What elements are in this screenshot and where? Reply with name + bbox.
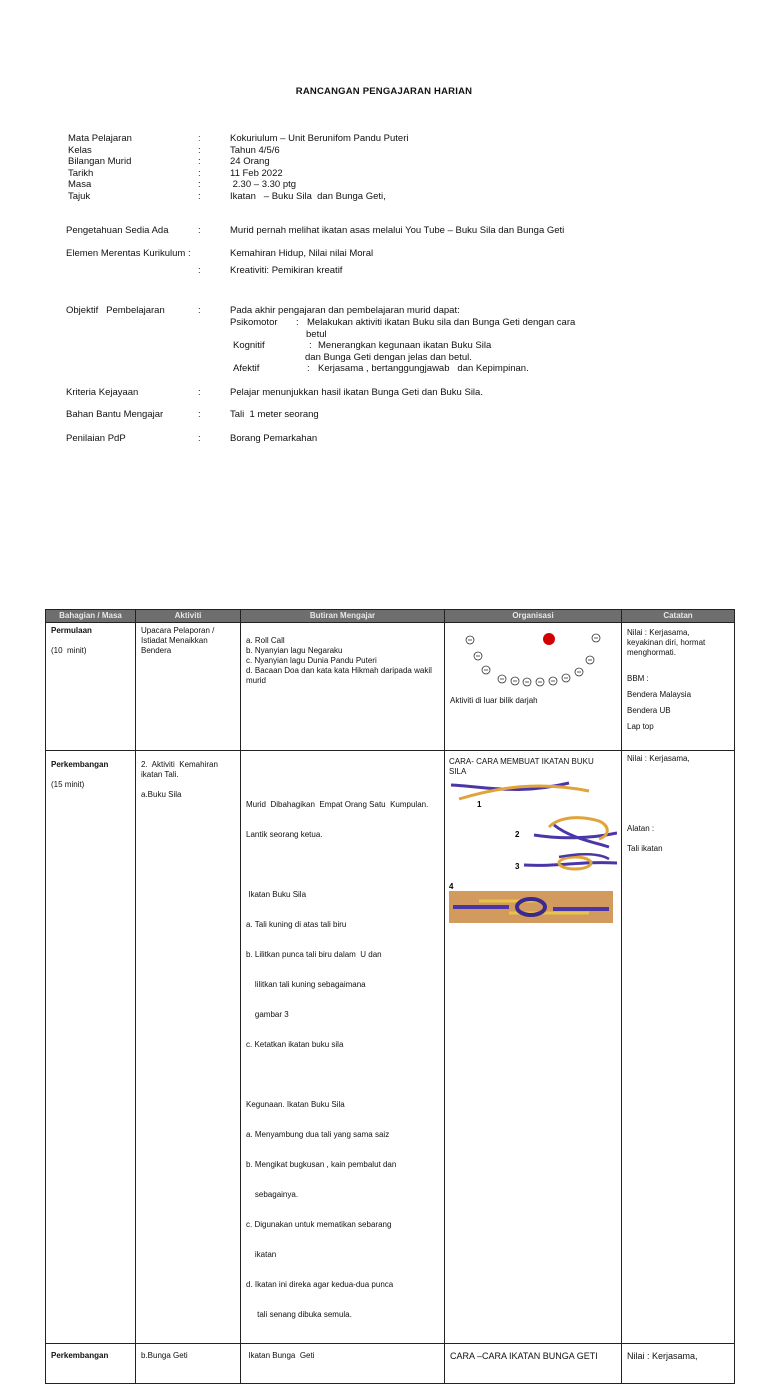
info-colon: :	[198, 179, 201, 190]
objektif-domain: Kognitif	[233, 340, 265, 351]
bahan-value: Tali 1 meter seorang	[230, 409, 319, 420]
butiran-line: tali senang dibuka semula.	[246, 1310, 352, 1319]
aktiviti-line: ikatan Tali.	[141, 770, 179, 779]
aktiviti-line: Istiadat Menaikkan	[141, 636, 208, 645]
elemen-label: Elemen Merentas Kurikulum :	[66, 248, 191, 259]
bahan-section	[66, 409, 666, 421]
butiran-line: Murid Dibahagikan Empat Orang Satu Kumpulan.	[246, 800, 429, 809]
objektif-intro: Pada akhir pengajaran dan pembelajaran murid dapat:	[230, 305, 460, 316]
pengetahuan-value: Murid pernah melihat ikatan asas melalui You Tube – Buku Sila dan Bunga Geti	[230, 225, 565, 236]
cell-butiran	[241, 1344, 445, 1384]
organisasi-title: CARA –CARA IKATAN BUNGA GETI	[450, 1351, 598, 1361]
objektif-label: Objektif Pembelajaran	[66, 305, 165, 316]
cell-organisasi	[445, 751, 622, 1344]
formation-diagram	[450, 626, 612, 696]
elemen-colon: :	[198, 265, 201, 276]
butiran-subtitle: Kegunaan. Ikatan Buku Sila	[246, 1100, 345, 1109]
cell-aktiviti	[136, 751, 241, 1344]
organisasi-title: CARA- CARA MEMBUAT IKATAN BUKU	[449, 757, 594, 766]
butiran-line: gambar 3	[246, 1010, 289, 1019]
info-label: Mata Pelajaran	[68, 133, 132, 144]
phase-name: Perkembangan	[51, 1351, 109, 1360]
cell-catatan	[622, 1344, 735, 1384]
butiran-line: Ikatan Bunga Geti	[246, 1351, 315, 1360]
info-value: 11 Feb 2022	[230, 167, 283, 179]
student-face-icon	[466, 636, 474, 644]
butiran-line: Lantik seorang ketua.	[246, 830, 323, 839]
pengetahuan-section	[66, 225, 666, 237]
catatan-line: Nilai : Kerjasama,	[627, 754, 690, 763]
cell-bahagian	[46, 1344, 136, 1384]
butiran-line: d. Bacaan Doa dan kata kata Hikmah daripada wakil	[246, 666, 432, 675]
alatan-label: Alatan :	[627, 824, 655, 833]
elemen-value-2: Kreativiti: Pemikiran kreatif	[230, 265, 343, 276]
table-row	[46, 751, 735, 1344]
info-colon: :	[198, 156, 201, 167]
penilaian-section	[66, 433, 666, 445]
student-face-icon	[498, 675, 506, 683]
info-colon: :	[198, 133, 201, 144]
info-block	[68, 133, 568, 205]
header-butiran: Butiran Mengajar	[241, 610, 445, 623]
info-value: Tahun 4/5/6	[230, 144, 280, 156]
butiran-line: b. Lilitkan punca tali biru dalam U dan	[246, 950, 382, 959]
bbm-item: Lap top	[627, 722, 654, 731]
cell-bahagian	[46, 623, 136, 751]
bbm-item: Bendera UB	[627, 706, 671, 715]
elemen-section	[66, 248, 666, 278]
objektif-sep: :	[309, 340, 312, 351]
elemen-value-1: Kemahiran Hidup, Nilai nilai Moral	[230, 248, 374, 259]
butiran-line: a. Roll Call	[246, 636, 285, 645]
info-colon: :	[198, 167, 201, 179]
butiran-line: c. Digunakan untuk mematikan sebarang	[246, 1220, 392, 1229]
phase-time: (10 minit)	[51, 646, 87, 655]
butiran-line: b. Nyanyian lagu Negaraku	[246, 646, 343, 655]
alatan-item: Tali ikatan	[627, 844, 663, 853]
step-label: 3	[515, 862, 520, 871]
objektif-section	[66, 305, 706, 377]
phase-name: Permulaan	[51, 626, 92, 635]
table-row	[46, 1344, 735, 1384]
objektif-text: dan Bunga Geti dengan jelas dan betul.	[305, 352, 472, 363]
phase-time: (15 minit)	[51, 780, 85, 789]
butiran-line: sebagainya.	[246, 1190, 299, 1199]
header-aktiviti: Aktiviti	[136, 610, 241, 623]
student-face-icon	[575, 668, 583, 676]
kriteria-section	[66, 387, 666, 399]
butiran-line: b. Mengikat bugkusan , kain pembalut dan	[246, 1160, 397, 1169]
info-colon: :	[198, 144, 201, 156]
flag-pole-marker-icon	[543, 633, 555, 645]
kriteria-colon: :	[198, 387, 201, 398]
phase-name: Perkembangan	[51, 760, 109, 769]
header-catatan: Catatan	[622, 610, 735, 623]
cell-catatan	[622, 751, 735, 1344]
organisasi-title: SILA	[449, 767, 467, 776]
pengetahuan-colon: :	[198, 225, 201, 236]
student-face-icon	[474, 652, 482, 660]
bbm-item: Bendera Malaysia	[627, 690, 692, 699]
info-colon: :	[198, 190, 201, 202]
objektif-text: Melakukan aktiviti ikatan Buku sila dan Bunga Geti dengan cara	[307, 317, 576, 328]
penilaian-colon: :	[198, 433, 201, 444]
lesson-table	[45, 609, 735, 1384]
objektif-sep: :	[296, 317, 299, 328]
cell-butiran	[241, 623, 445, 751]
cell-butiran	[241, 751, 445, 1344]
bbm-label: BBM :	[627, 674, 649, 683]
catatan-line: Nilai : Kerjasama,	[627, 1351, 698, 1361]
student-face-icon	[482, 666, 490, 674]
info-label: Masa	[68, 179, 92, 190]
butiran-line: lilitkan tali kuning sebagaimana	[246, 980, 366, 989]
bahan-colon: :	[198, 409, 201, 420]
butiran-line: c. Ketatkan ikatan buku sila	[246, 1040, 344, 1049]
info-value: Kokuriulum – Unit Berunifom Pandu Puteri	[230, 133, 409, 144]
pengetahuan-label: Pengetahuan Sedia Ada	[66, 225, 169, 236]
penilaian-label: Penilaian PdP	[66, 433, 126, 444]
aktiviti-line: b.Bunga Geti	[141, 1351, 188, 1360]
objektif-colon: :	[198, 305, 201, 316]
objektif-text: Kerjasama , bertanggungjawab dan Kepimpinan.	[318, 363, 529, 374]
objektif-domain: Afektif	[233, 363, 260, 374]
kriteria-label: Kriteria Kejayaan	[66, 387, 139, 398]
student-face-icon	[549, 677, 557, 685]
penilaian-value: Borang Pemarkahan	[230, 433, 318, 444]
info-label: Bilangan Murid	[68, 156, 132, 167]
butiran-subtitle: Ikatan Buku Sila	[246, 890, 307, 899]
kriteria-value: Pelajar menunjukkan hasil ikatan Bunga Geti dan Buku Sila.	[230, 387, 483, 398]
cell-organisasi	[445, 623, 622, 751]
knot-steps-illustration	[449, 777, 617, 925]
aktiviti-line: 2. Aktiviti Kemahiran	[141, 760, 218, 769]
cell-catatan	[622, 623, 735, 751]
header-bahagian: Bahagian / Masa	[46, 610, 136, 623]
catatan-line: keyakinan diri, hormat	[627, 638, 706, 647]
catatan-line: Nilai : Kerjasama,	[627, 628, 690, 637]
student-face-icon	[592, 634, 600, 642]
objektif-text: Menerangkan kegunaan ikatan Buku Sila	[318, 340, 492, 351]
butiran-line: c. Nyanyian lagu Dunia Pandu Puteri	[246, 656, 377, 665]
aktiviti-line: Upacara Pelaporan /	[141, 626, 215, 635]
cell-bahagian	[46, 751, 136, 1344]
objektif-text: betul	[306, 329, 327, 340]
aktiviti-line: Bendera	[141, 646, 172, 655]
organisasi-caption: Aktiviti di luar bilik darjah	[450, 696, 538, 705]
cell-aktiviti	[136, 1344, 241, 1384]
cell-organisasi	[445, 1344, 622, 1384]
objektif-domain: Psikomotor	[230, 317, 278, 328]
step-label: 4	[449, 882, 454, 891]
butiran-line: d. Ikatan ini direka agar kedua-dua punca	[246, 1280, 394, 1289]
bahan-label: Bahan Bantu Mengajar	[66, 409, 164, 420]
butiran-line: a. Tali kuning di atas tali biru	[246, 920, 347, 929]
info-value: 24 Orang	[230, 156, 270, 167]
student-face-icon	[523, 678, 531, 686]
header-organisasi: Organisasi	[445, 610, 622, 623]
student-face-icon	[586, 656, 594, 664]
info-label: Tajuk	[68, 190, 91, 202]
info-label: Kelas	[68, 144, 92, 156]
aktiviti-line: a.Buku Sila	[141, 790, 182, 799]
butiran-line: a. Menyambung dua tali yang sama saiz	[246, 1130, 390, 1139]
butiran-line: ikatan	[246, 1250, 277, 1259]
table-row	[46, 623, 735, 751]
table-header-row	[46, 610, 735, 623]
butiran-line: murid	[246, 676, 267, 685]
info-label: Tarikh	[68, 167, 94, 179]
step-label: 1	[477, 800, 482, 809]
catatan-line: menghormati.	[627, 648, 676, 657]
objektif-sep: :	[307, 363, 310, 374]
info-value: 2.30 – 3.30 ptg	[230, 179, 297, 190]
step-label: 2	[515, 830, 520, 839]
student-face-icon	[536, 678, 544, 686]
student-face-icon	[511, 677, 519, 685]
student-face-icon	[562, 674, 570, 682]
cell-aktiviti	[136, 623, 241, 751]
info-value: Ikatan – Buku Sila dan Bunga Geti,	[230, 190, 386, 202]
page-title: RANCANGAN PENGAJARAN HARIAN	[295, 86, 473, 97]
